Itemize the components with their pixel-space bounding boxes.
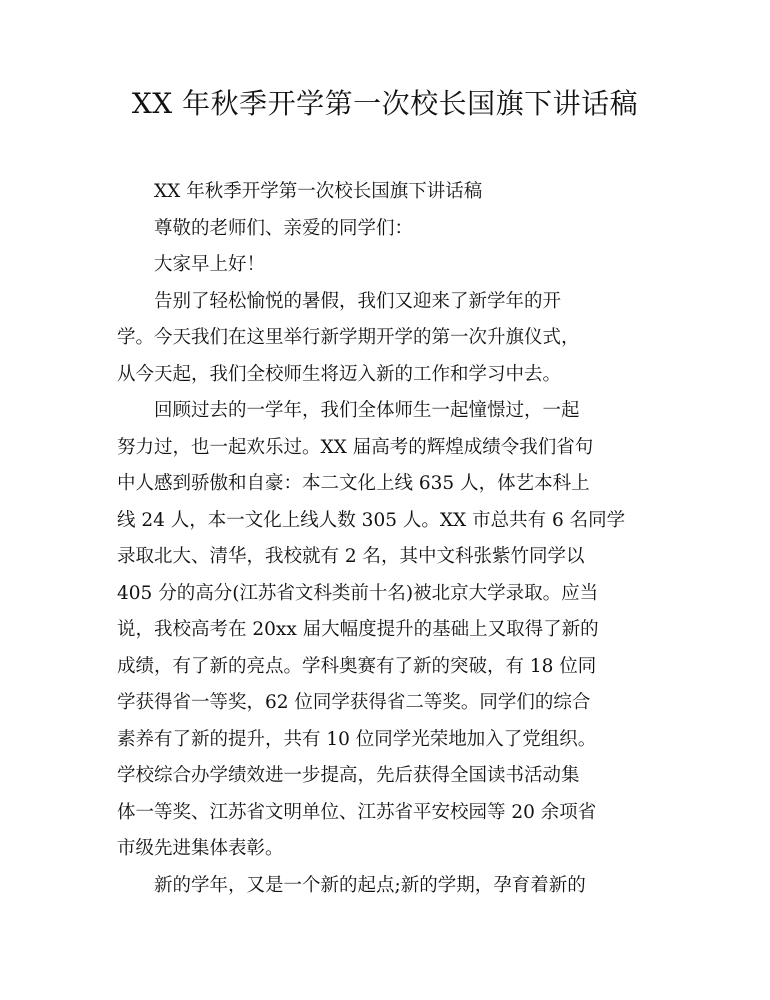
salutation: 尊敬的老师们、亲爱的同学们： (154, 217, 414, 239)
greeting: 大家早上好！ (154, 254, 266, 275)
paragraph-2-line: 学获得省一等奖，62 位同学获得省二等奖。同学们的综合 (117, 692, 591, 713)
paragraph-2-line: 市级先进集体表彰。 (117, 838, 284, 859)
paragraph-1-line: 从今天起，我们全校师生将迈入新的工作和学习中去。 (117, 363, 562, 385)
paragraph-2-line: 录取北大、清华，我校就有 2 名，其中文科张紫竹同学以 (117, 546, 585, 567)
paragraph-2-line: 素养有了新的提升，共有 10 位同学光荣地加入了党组织。 (117, 728, 597, 750)
document-body (117, 174, 657, 904)
paragraph-3 (117, 868, 657, 905)
paragraph-2-line: 努力过，也一起欢乐过。XX 届高考的辉煌成绩令我们省句 (117, 436, 594, 458)
paragraph-1 (117, 284, 657, 394)
paragraph-1-line: 告别了轻松愉悦的暑假，我们又迎来了新学年的开 (154, 290, 562, 312)
paragraph-2-line: 中人感到骄傲和自豪：本二文化上线 635 人，体艺本科上 (117, 473, 590, 494)
paragraph-2-line: 成绩，有了新的亮点。学科奥赛有了新的突破，有 18 位同 (117, 655, 597, 677)
paragraph-2-line: 学校综合办学绩效进一步提高，先后获得全国读书活动集 (117, 765, 580, 786)
paragraph-2-line: 说，我校高考在 20xx 届大幅度提升的基础上又取得了新的 (117, 619, 599, 640)
paragraph-2-line: 回顾过去的一学年，我们全体师生一起憧憬过，一起 (154, 400, 580, 421)
paragraph-2 (117, 393, 657, 868)
paragraph-2-line: 405 分的高分(江苏省文科类前十名)被北京大学录取。应当 (117, 582, 599, 604)
paragraph-3-line: 新的学年，又是一个新的起点;新的学期，孕育着新的 (154, 874, 586, 896)
paragraph-2-line: 线 24 人，本一文化上线人数 305 人。XX 市总共有 6 名同学 (117, 509, 626, 531)
paragraph-1-line: 学。今天我们在这里举行新学期开学的第一次升旗仪式， (117, 327, 580, 348)
subtitle-line: XX 年秋季开学第一次校长国旗下讲话稿 (154, 181, 483, 202)
document-title: XX 年秋季开学第一次校长国旗下讲话稿 (131, 87, 639, 120)
paragraph-2-line: 体一等奖、江苏省文明单位、江苏省平安校园等 20 余项省 (117, 801, 597, 823)
